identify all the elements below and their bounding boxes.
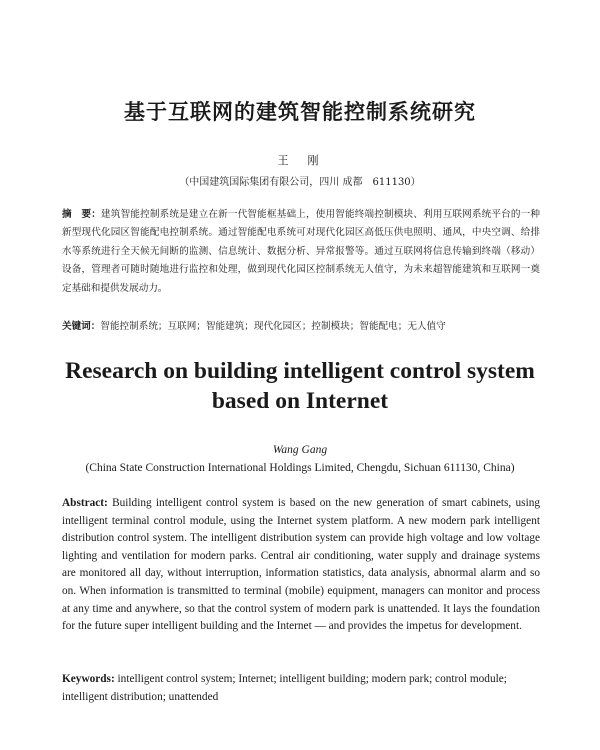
english-title-line-2: based on Internet [211, 388, 389, 414]
chinese-title: 基于互联网的建筑智能控制系统研究 [124, 99, 476, 124]
chinese-abstract [62, 206, 540, 298]
chinese-abstract-label: 摘 要： [62, 209, 102, 220]
english-author: Wang Gang [272, 444, 328, 456]
chinese-keywords-label: 关键词： [62, 321, 101, 332]
english-affiliation: (China State Construction International Holdings Limited, Chengdu, Sichuan 611130, China) [85, 462, 515, 474]
english-keywords-text: intelligent control system; Internet; intelligent building; modern park; control module; intelligent distribution; unattended [62, 673, 507, 703]
chinese-keywords [62, 318, 540, 336]
chinese-keywords-text: 智能控制系统；互联网；智能建筑；现代化园区；控制模块；智能配电；无人值守 [100, 321, 446, 332]
english-title [0, 356, 600, 416]
chinese-affiliation: （中国建筑国际集团有限公司，四川 成都 611130） [179, 177, 421, 188]
chinese-abstract-text: 建筑智能控制系统是建立在新一代智能框基础上，使用智能终端控制模块、利用互联网系统平台的一种新型现代化园区智能配电控制系统。通过智能配电系统可对现代化园区高低压供电照明、通风，中央空调、给排水等系统进行全天候无间断的监测、信息统计、数据分析、异常报警等。通过互联网将信息传输到终端（移动）设备，管理者可随时随地进行监控和处理，做到现代化园区控制系统无人值守，为未来超智能建筑和互联网一奠定基础和提供发展动力。 [62, 209, 541, 294]
chinese-author: 王 刚 [277, 154, 323, 167]
english-abstract-label: Abstract: [62, 497, 108, 509]
english-keywords [62, 671, 540, 706]
english-abstract-text: Building intelligent control system is based on the new generation of smart cabinets, using intelligent terminal control module, using the Internet system platform. A new modern park intelligent distribution control system. The intelligent distribution system can provide high voltage and low voltage lighting and ventilation for modern parks. Central air conditioning, water supply and drainage systems are monitored all day, without interruption, information statistics, data analysis, abnormal alarm and so on. When information is transmitted to terminal (mobile) equipment, managers can monitor and process at any time and anywhere, so that the control system of modern park is unattended. It lays the foundation for the future super intelligent building and the Internet — and provides the impetus for development. [62, 497, 541, 633]
english-abstract [62, 495, 540, 636]
english-keywords-label: Keywords: [62, 673, 115, 685]
english-title-line-1: Research on building intelligent control system [65, 358, 535, 384]
